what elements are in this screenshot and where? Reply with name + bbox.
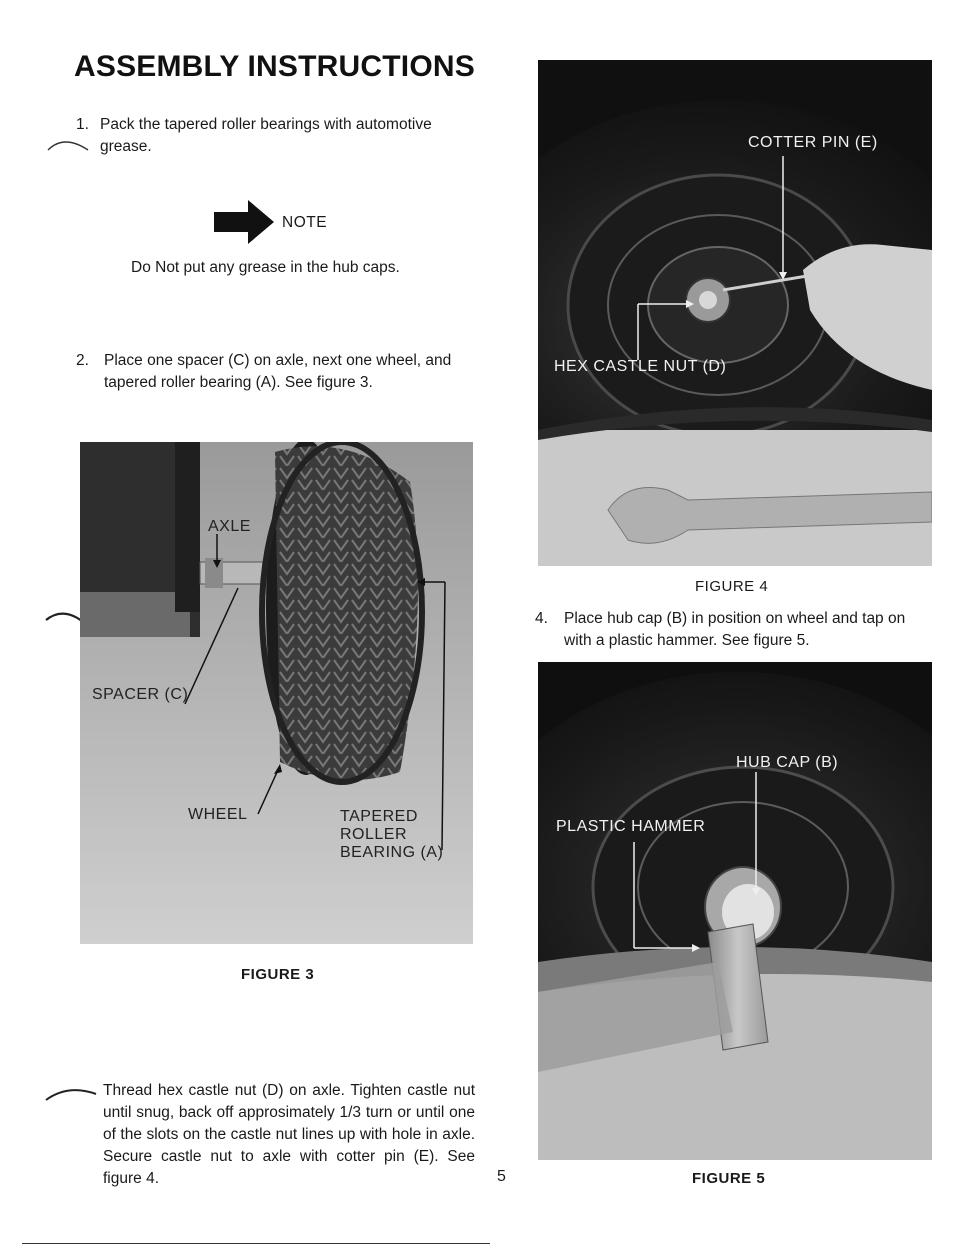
bearing-label-1: TAPERED (340, 808, 418, 825)
step-text: Pack the tapered roller bearings with automotive grease. (100, 116, 432, 155)
figure-4-caption: FIGURE 4 (695, 578, 769, 595)
bearing-label-3: BEARING (A) (340, 844, 444, 861)
figure-3-caption: FIGURE 3 (241, 966, 315, 983)
page-number: 5 (497, 1168, 506, 1185)
step-text: Thread hex castle nut (D) on axle. Tighten castle nut until snug, back off approsimately 1/3 turn or until one of the slots on the castle nut lines up with hole in axle. Secure castle nut to axle with cotter pin (E). See figure 4. (103, 1082, 475, 1187)
bottom-rule (22, 1243, 490, 1244)
wheel-label: WHEEL (188, 806, 248, 823)
step-4 (535, 608, 937, 654)
castle-nut-label: HEX CASTLE NUT (D) (554, 358, 727, 375)
plastic-hammer-label: PLASTIC HAMMER (556, 818, 706, 835)
right-arrow-icon (214, 200, 276, 244)
step-2 (76, 350, 478, 396)
step-text: Place hub cap (B) in position on wheel and tap on with a plastic hammer. See figure 5. (564, 610, 906, 649)
step-number: 1. (76, 116, 89, 133)
cotter-pin-label: COTTER PIN (E) (748, 134, 878, 151)
figure-5-photo (538, 662, 932, 1160)
figure-4-photo (538, 60, 932, 566)
step-3 (76, 1080, 478, 1190)
spacer-label: SPACER (C) (92, 686, 189, 703)
note-text: Do Not put any grease in the hub caps. (131, 259, 400, 276)
axle-label: AXLE (208, 518, 251, 535)
bearing-label-2: ROLLER (340, 826, 408, 843)
step-number: 4. (535, 610, 548, 627)
figure-3-photo (80, 442, 473, 944)
figure-5-caption: FIGURE 5 (692, 1170, 766, 1187)
step-text: Place one spacer (C) on axle, next one wheel, and tapered roller bearing (A). See figure 3. (104, 352, 452, 391)
hub-cap-label: HUB CAP (B) (736, 754, 839, 771)
step-1 (76, 114, 476, 160)
step-number: 2. (76, 352, 89, 369)
note-label: NOTE (282, 214, 328, 231)
page-title: ASSEMBLY INSTRUCTIONS (74, 50, 475, 83)
